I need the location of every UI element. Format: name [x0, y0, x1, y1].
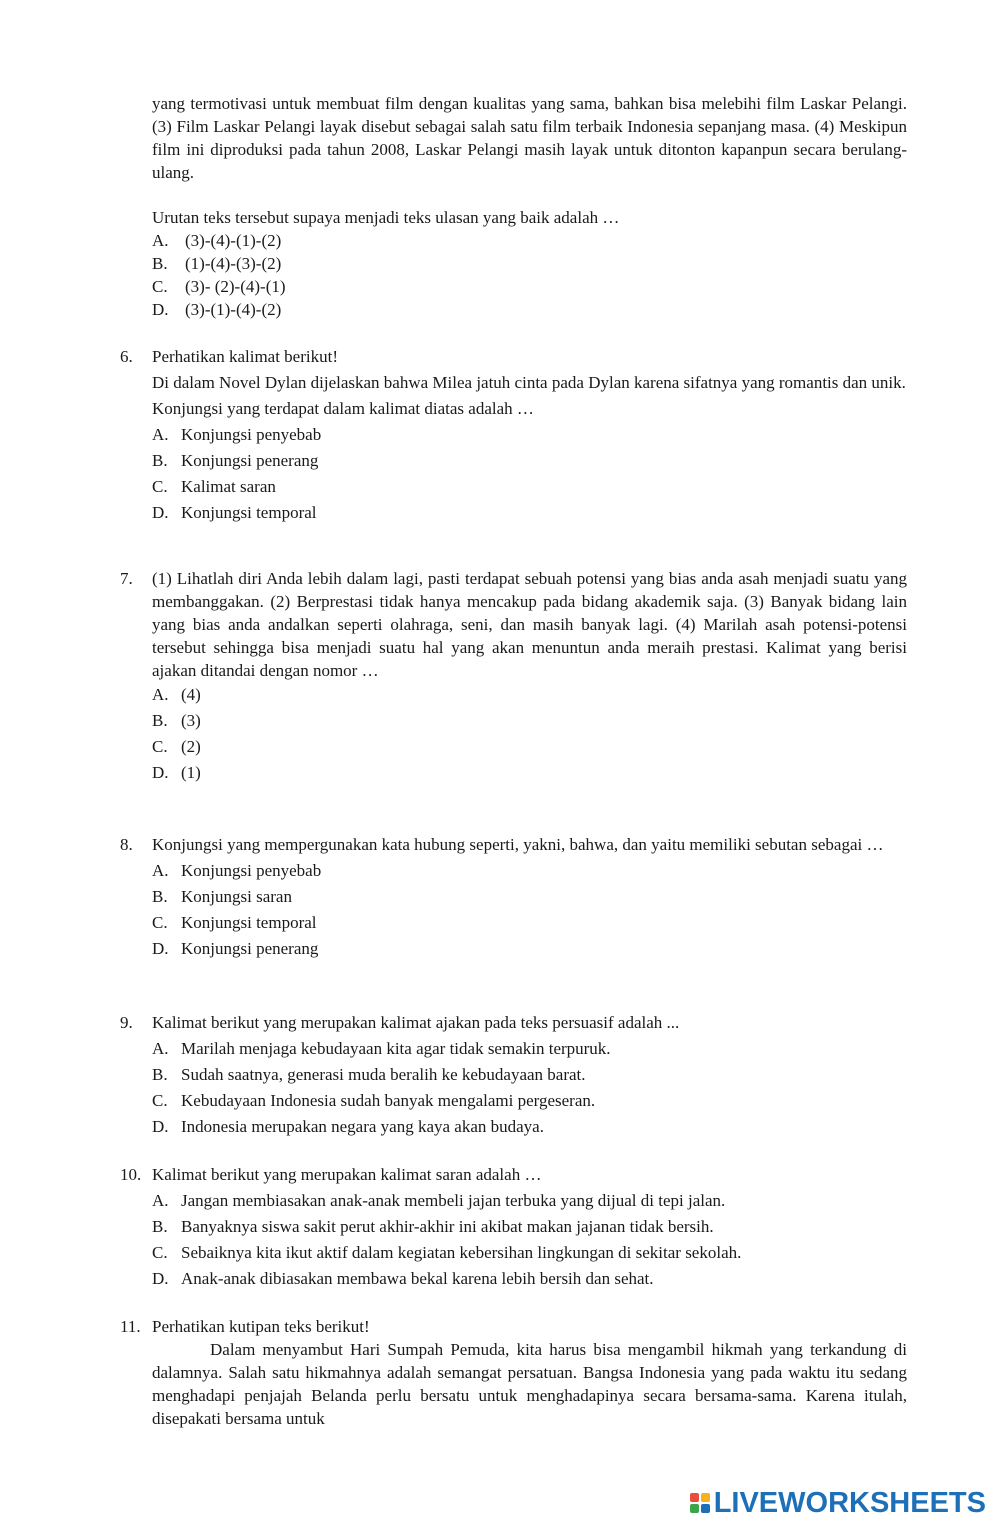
question-5-block	[152, 206, 907, 321]
question-7	[120, 567, 907, 786]
options-list	[152, 229, 907, 321]
option-c[interactable]: C. (3)- (2)-(4)-(1)	[152, 277, 286, 296]
options-list	[152, 1188, 907, 1292]
option-c[interactable]: C. Kebudayaan Indonesia sudah banyak mengalami pergeseran.	[152, 1091, 596, 1110]
option-d[interactable]: D. Konjungsi penerang	[152, 939, 319, 958]
option-b[interactable]: B. (3)	[152, 711, 201, 730]
question-text: (1) Lihatlah diri Anda lebih dalam lagi, pasti terdapat sebuah potensi yang bias anda asah menjadi suatu yang membanggakan. (2) Berprestasi tidak hanya mencakup pada bidang akademik saja. (3) Banyak bidang lain yang bias anda andalkan seperti olahraga, seni, dan masih banyak lagi. (4) Marilah asah potensi-potensi tersebut sehingga bisa menjadi suatu hal yang akan menuntun anda meraih prestasi. Kalimat yang berisi ajakan ditandai dengan nomor …	[152, 569, 907, 680]
question-number: 7.	[120, 569, 133, 588]
option-b[interactable]: B. Sudah saatnya, generasi muda beralih ke kebudayaan barat.	[152, 1065, 586, 1084]
option-c[interactable]: C. Sebaiknya kita ikut aktif dalam kegiatan kebersihan lingkungan di sekitar sekolah.	[152, 1243, 742, 1262]
question-number: 11.	[120, 1317, 141, 1336]
option-c[interactable]: C. Konjungsi temporal	[152, 913, 317, 932]
option-d[interactable]: D. Konjungsi temporal	[152, 503, 317, 522]
question-text: Kalimat berikut yang merupakan kalimat saran adalah …	[152, 1165, 542, 1184]
option-a[interactable]: A. (3)-(4)-(1)-(2)	[152, 231, 282, 250]
question-passage: Dalam menyambut Hari Sumpah Pemuda, kita harus bisa mengambil hikmah yang terkandung di dalamnya. Salah satu hikmahnya adalah semangat persatuan. Bangsa Indonesia yang pada waktu itu sedang menghadapi penjajah Belanda perlu bersatu untuk menghadapinya secara bersama-sama. Karena itulah, disepakati bersama untuk	[152, 1340, 907, 1428]
question-text: Konjungsi yang mempergunakan kata hubung seperti, yakni, bahwa, dan yaitu memiliki sebutan sebagai …	[152, 835, 884, 854]
option-d[interactable]: D. Anak-anak dibiasakan membawa bekal karena lebih bersih dan sehat.	[152, 1269, 654, 1288]
logo-mark-icon	[690, 1493, 710, 1513]
option-a[interactable]: A. (4)	[152, 685, 201, 704]
option-b[interactable]: B. Konjungsi penerang	[152, 451, 319, 470]
brand-name: LIVEWORKSHEETS	[713, 1487, 986, 1519]
options-list	[152, 1036, 907, 1140]
passage-continuation	[152, 92, 907, 184]
question-6	[120, 344, 907, 526]
options-list	[152, 858, 907, 962]
option-d[interactable]: D. (1)	[152, 763, 201, 782]
question-9	[120, 1010, 907, 1140]
liveworksheets-logo	[690, 1487, 986, 1519]
question-8	[120, 832, 907, 962]
option-c[interactable]: C. (2)	[152, 737, 201, 756]
question-number: 6.	[120, 347, 133, 366]
question-number: 10.	[120, 1165, 142, 1184]
option-d[interactable]: D. Indonesia merupakan negara yang kaya akan budaya.	[152, 1117, 544, 1136]
options-list	[152, 422, 907, 526]
question-intro: Perhatikan kutipan teks berikut!	[152, 1317, 370, 1336]
question-text: Urutan teks tersebut supaya menjadi teks ulasan yang baik adalah …	[152, 208, 620, 227]
option-a[interactable]: A. Konjungsi penyebab	[152, 425, 322, 444]
option-b[interactable]: B. (1)-(4)-(3)-(2)	[152, 254, 282, 273]
question-number: 8.	[120, 835, 133, 854]
question-text: Konjungsi yang terdapat dalam kalimat diatas adalah …	[152, 399, 534, 418]
option-a[interactable]: A. Konjungsi penyebab	[152, 861, 322, 880]
option-d[interactable]: D. (3)-(1)-(4)-(2)	[152, 300, 282, 319]
option-a[interactable]: A. Jangan membiasakan anak-anak membeli jajan terbuka yang dijual di tepi jalan.	[152, 1191, 726, 1210]
passage-text: yang termotivasi untuk membuat film dengan kualitas yang sama, bahkan bisa melebihi film Laskar Pelangi. (3) Film Laskar Pelangi layak disebut sebagai salah satu film terbaik Indonesia sepanjang masa. (4) Meskipun film ini diproduksi pada tahun 2008, Laskar Pelangi masih layak untuk ditonton kapanpun secara berulang-ulang.	[152, 94, 907, 182]
question-text: Kalimat berikut yang merupakan kalimat ajakan pada teks persuasif adalah ...	[152, 1013, 680, 1032]
option-a[interactable]: A. Marilah menjaga kebudayaan kita agar tidak semakin terpuruk.	[152, 1039, 611, 1058]
question-sentence: Di dalam Novel Dylan dijelaskan bahwa Milea jatuh cinta pada Dylan karena sifatnya yang romantis dan unik.	[152, 373, 906, 392]
question-10	[120, 1162, 907, 1292]
options-list	[152, 682, 907, 786]
question-number: 9.	[120, 1013, 133, 1032]
option-b[interactable]: B. Konjungsi saran	[152, 887, 292, 906]
question-11	[120, 1315, 907, 1430]
option-c[interactable]: C. Kalimat saran	[152, 477, 276, 496]
question-intro: Perhatikan kalimat berikut!	[152, 347, 338, 366]
option-b[interactable]: B. Banyaknya siswa sakit perut akhir-akhir ini akibat makan jajanan tidak bersih.	[152, 1217, 714, 1236]
